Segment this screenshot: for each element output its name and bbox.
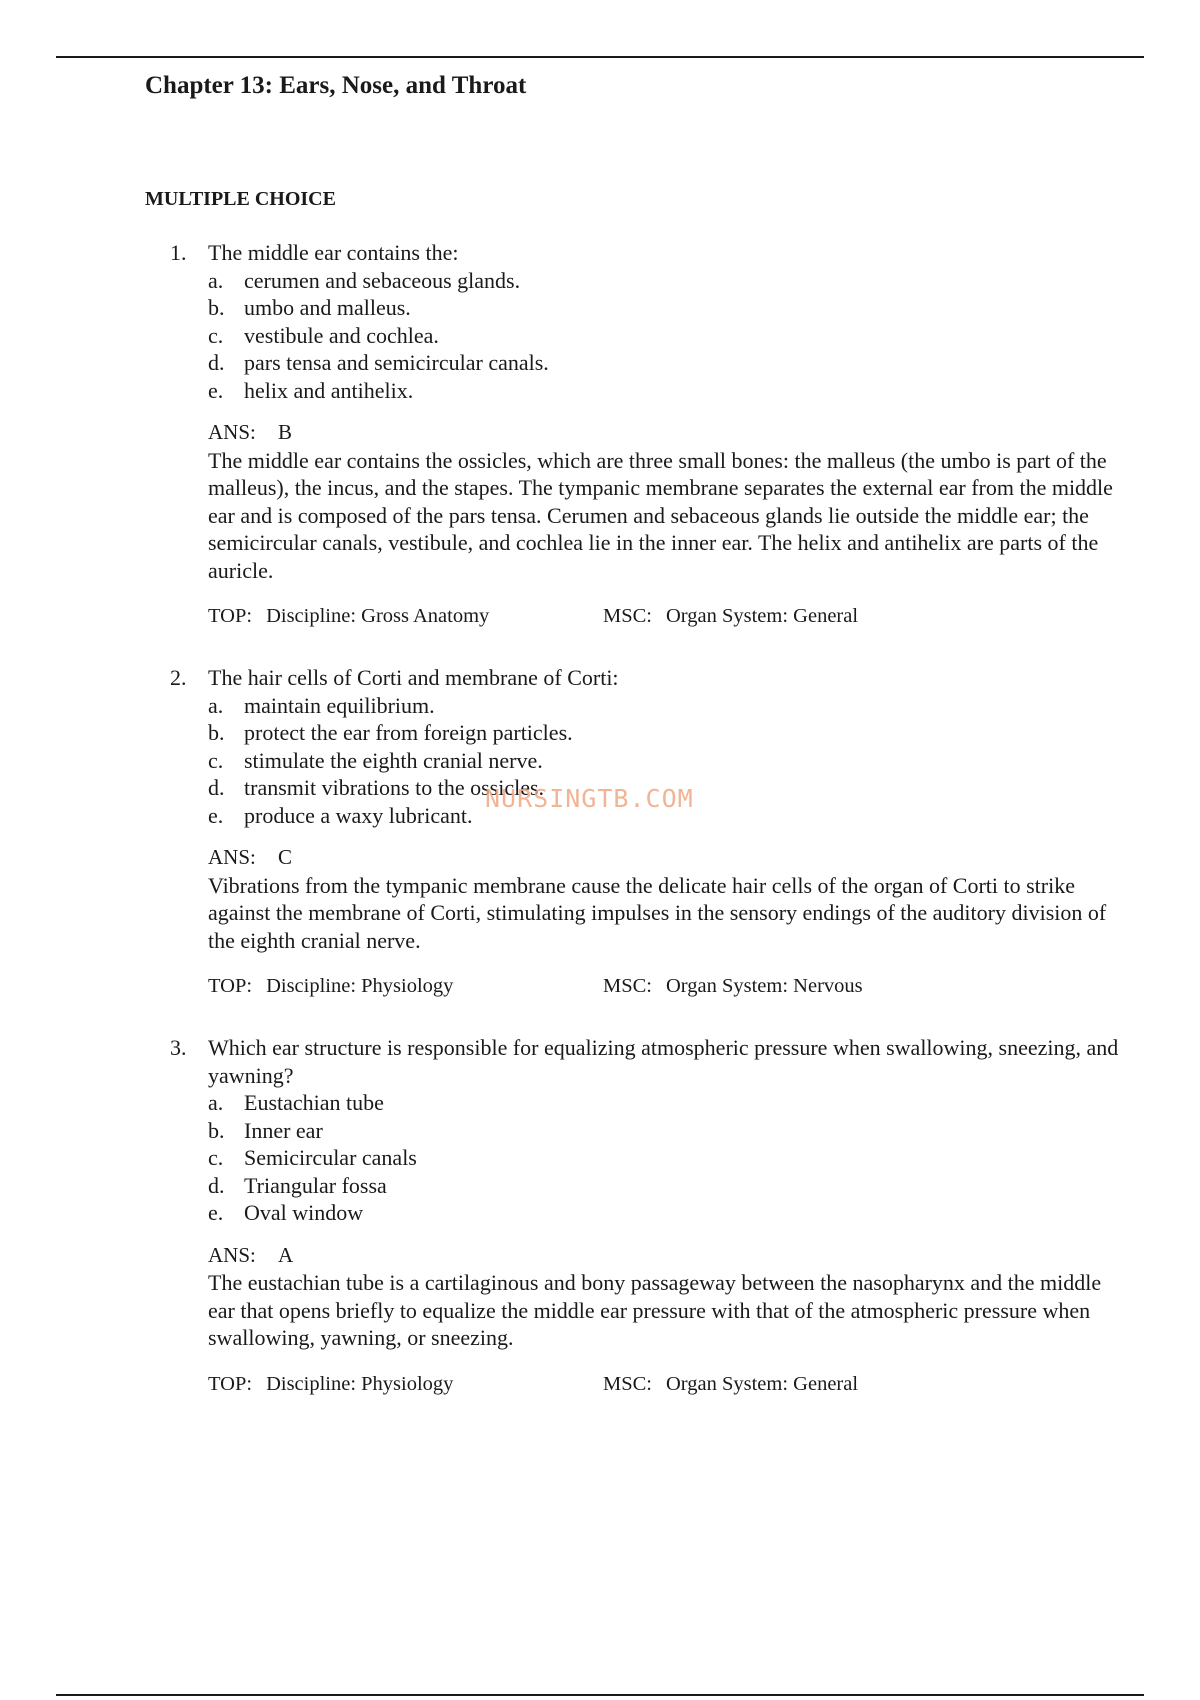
question-number: 1. [170,240,187,265]
answer-block [170,844,1130,1001]
option-text: protect the ear from foreign particles. [244,720,573,745]
topic [208,1371,603,1399]
meta-line [208,603,1130,631]
option-list [170,1089,1130,1227]
answer-line [208,1242,1130,1270]
option-letter: e. [208,1200,224,1225]
msc-value: Organ System: General [666,1372,859,1395]
msc [603,1371,858,1399]
chapter-title: Chapter 13: Ears, Nose, and Throat [145,72,527,99]
topic-value: Discipline: Physiology [266,975,454,997]
option-letter: a. [208,1090,224,1115]
topic-label: TOP: [208,1372,253,1395]
option-text: stimulate the eighth cranial nerve. [244,747,543,773]
option-letter: d. [208,775,225,800]
watermark: NURSINGTB.COM [485,784,694,813]
option-e [208,377,1130,405]
msc [603,603,858,631]
msc-label: MSC: [603,605,652,627]
option-c [208,1144,1130,1172]
answer-label: ANS: [208,845,256,869]
option-b [208,294,1130,322]
answer-label: ANS: [208,420,256,444]
question-stem: Which ear structure is responsible for equalizing atmospheric pressure when swallowing, sneezing, and yawning? [208,1035,1119,1088]
meta-line [208,1371,1130,1399]
option-letter: e. [208,377,224,403]
topic-label: TOP: [208,605,253,627]
question-2 [170,664,1130,1001]
option-a [208,267,1130,295]
msc-value: Organ System: Nervous [666,975,863,997]
option-a [208,692,1130,720]
question-number: 2. [170,665,187,690]
option-text: produce a waxy lubricant. [244,802,473,828]
question-stem-row [170,239,1130,267]
top-rule [56,56,1144,58]
option-text: Eustachian tube [244,1090,384,1115]
option-text: Oval window [244,1200,364,1225]
answer-value: B [278,420,293,444]
option-letter: b. [208,295,225,320]
question-number: 3. [170,1035,187,1060]
msc-label: MSC: [603,975,652,997]
question-3 [170,1034,1130,1398]
option-letter: c. [208,1145,224,1170]
answer-value: C [278,845,293,869]
option-letter: c. [208,322,224,348]
option-text: helix and antihelix. [244,377,414,403]
option-text: umbo and malleus. [244,295,411,320]
answer-label: ANS: [208,1242,256,1267]
option-text: Inner ear [244,1117,323,1143]
answer-line [208,419,1130,447]
topic [208,603,603,631]
meta-line [208,973,1130,1001]
topic-value: Discipline: Physiology [266,1372,454,1395]
question-stem: The hair cells of Corti and membrane of Corti: [208,665,619,690]
option-text: transmit vibrations to the ossicles. [244,775,545,800]
question-stem: The middle ear contains the: [208,240,459,265]
option-b [208,1117,1130,1145]
option-c [208,322,1130,350]
answer-value: A [278,1242,294,1267]
option-text: pars tensa and semicircular canals. [244,350,549,375]
answer-block [170,1242,1130,1399]
msc [603,973,863,1001]
option-e [208,1199,1130,1227]
topic-label: TOP: [208,975,253,997]
msc-label: MSC: [603,1372,652,1395]
rationale: The eustachian tube is a cartilaginous and bony passageway between the nasopharynx and the middle ear that opens briefly to equalize the middle ear pressure with that of the atmospheric pressure when swallowing, yawning, or sneezing. [208,1270,1102,1350]
rationale: The middle ear contains the ossicles, which are three small bones: the malleus (the umbo is part of the malleus), the incus, and the stapes. The tympanic membrane separates the external ear from the middle ear and is composed of the pars tensa. Cerumen and sebaceous glands lie outside the middle ear; the semicircular canals, vestibule, and cochlea lie in the inner ear. The helix and antihelix are parts of the auricle. [208,447,1113,583]
option-text: Semicircular canals [244,1145,417,1170]
option-d [208,1172,1130,1200]
option-d [208,349,1130,377]
option-a [208,1089,1130,1117]
option-letter: b. [208,1117,225,1143]
option-text: maintain equilibrium. [244,692,435,718]
option-letter: e. [208,802,224,828]
option-b [208,719,1130,747]
msc-value: Organ System: General [666,605,859,627]
option-letter: d. [208,350,225,375]
topic-value: Discipline: Gross Anatomy [266,605,490,627]
question-1 [170,239,1130,631]
question-stem-row [170,1034,1130,1089]
option-text: cerumen and sebaceous glands. [244,267,521,293]
option-letter: b. [208,720,225,745]
option-c [208,747,1130,775]
answer-line [208,844,1130,872]
topic [208,973,603,1001]
answer-block [170,419,1130,631]
question-stem-row [170,664,1130,692]
option-letter: a. [208,267,224,293]
option-e [208,802,1130,830]
rationale: Vibrations from the tympanic membrane cause the delicate hair cells of the organ of Corti to strike against the membrane of Corti, stimulating impulses in the sensory endings of the auditory division of the eighth cranial nerve. [208,872,1107,953]
option-list [170,267,1130,405]
option-text: Triangular fossa [244,1172,387,1198]
option-list [170,692,1130,830]
option-d [208,774,1130,802]
section-heading: MULTIPLE CHOICE [145,188,336,210]
option-letter: d. [208,1172,225,1198]
option-text: vestibule and cochlea. [244,322,439,348]
bottom-rule [56,1694,1144,1696]
option-letter: a. [208,692,224,718]
option-letter: c. [208,747,224,773]
